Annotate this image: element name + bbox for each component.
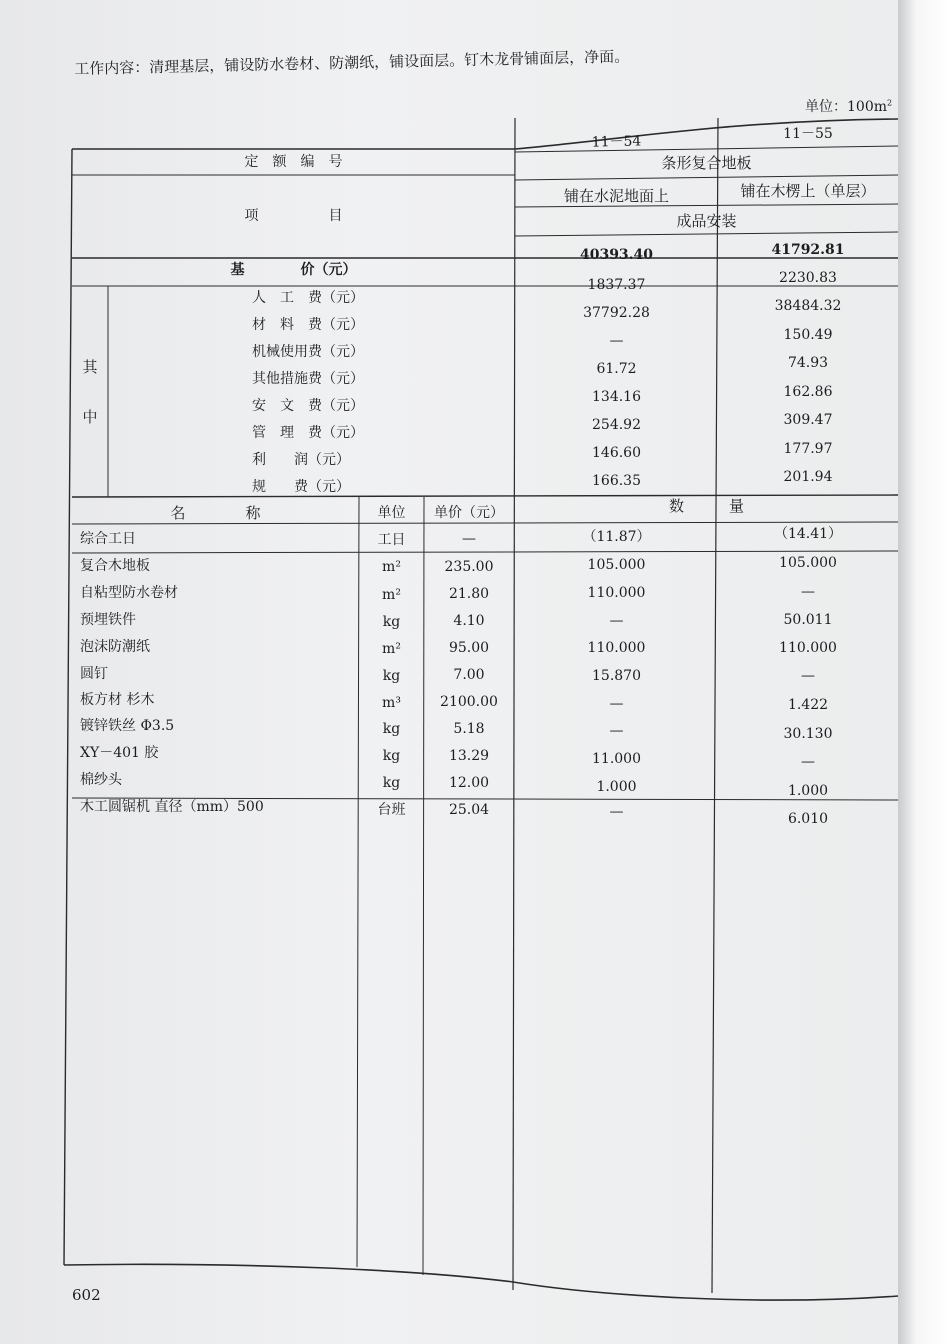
quota-code-2: 11－55 — [783, 126, 833, 142]
cost-row-name: 其他措施费（元） — [252, 371, 364, 387]
cost-row-value: 254.92 — [592, 417, 641, 433]
material-value: 105.000 — [587, 557, 646, 573]
cost-row-value: 177.97 — [783, 441, 833, 457]
material-name: 棉纱头 — [80, 772, 122, 788]
material-value: — — [609, 723, 624, 739]
base-price-1: 40393.40 — [579, 247, 654, 263]
material-value: 110.000 — [779, 640, 837, 656]
sub-item-2: 铺在木楞上（单层） — [740, 182, 876, 200]
cost-row-value: 309.47 — [783, 412, 833, 428]
material-unit: m² — [382, 587, 401, 603]
cost-row-name: 管 理 费（元） — [252, 425, 364, 441]
quota-code-1: 11－54 — [591, 133, 642, 151]
cost-row-value: 37792.28 — [583, 305, 650, 321]
cost-row-value: 201.94 — [783, 469, 833, 485]
material-name: 复合木地板 — [80, 558, 150, 574]
category-label: 条形复合地板 — [661, 154, 752, 172]
machine-row-price: 25.04 — [448, 802, 490, 818]
machine-row-unit: 台班 — [377, 802, 406, 818]
cost-row-value: 134.16 — [592, 389, 641, 405]
cost-group-label-1: 其 — [82, 358, 98, 376]
cost-row-name: 利 润（元） — [252, 452, 350, 468]
material-unit: m² — [382, 559, 401, 575]
material-value: 1.422 — [787, 697, 829, 713]
material-unit: kg — [382, 748, 401, 764]
quota-number-label: 定 额 编 号 — [244, 154, 343, 170]
column-header-name: 名 称 — [170, 504, 261, 522]
labor-row-price: — — [462, 531, 476, 547]
material-unit: kg — [382, 721, 401, 737]
material-value: 110.000 — [587, 585, 646, 601]
cost-row-name: 人 工 费（元） — [252, 290, 364, 306]
material-unit: kg — [382, 775, 401, 791]
material-name: 圆钉 — [80, 666, 108, 682]
material-price: 235.00 — [444, 559, 494, 575]
cost-row-value: 150.49 — [783, 327, 833, 343]
cost-group-label-2: 中 — [82, 408, 98, 426]
item-label: 项 目 — [244, 208, 343, 224]
material-price: 21.80 — [448, 586, 490, 602]
material-name: XY－401 胶 — [80, 745, 159, 761]
column-header-price: 单价（元） — [434, 505, 504, 521]
material-value: — — [801, 668, 815, 684]
material-unit: kg — [382, 614, 401, 630]
column-header-quantity: 数 量 — [668, 497, 744, 515]
material-unit: m² — [382, 641, 401, 657]
method-label: 成品安装 — [676, 212, 737, 230]
cost-row-name: 材 料 费（元） — [252, 317, 364, 333]
material-value: 1.000 — [787, 783, 829, 799]
cost-row-name: 机械使用费（元） — [252, 344, 364, 360]
cost-row-value: 2230.83 — [779, 270, 837, 286]
cost-row-value: 1837.37 — [587, 277, 646, 293]
material-value: 50.011 — [783, 612, 833, 628]
material-name: 预埋铁件 — [80, 612, 136, 628]
machine-row-name: 木工圆锯机 直径（mm）500 — [80, 799, 264, 815]
labor-row-name: 综合工日 — [80, 531, 136, 547]
labor-row-value: （14.41） — [773, 526, 843, 542]
material-price: 13.29 — [448, 748, 490, 764]
material-value: 15.870 — [592, 668, 641, 684]
material-value: 1.000 — [596, 779, 637, 795]
material-price: 95.00 — [448, 640, 490, 656]
cost-row-value: 38484.32 — [774, 298, 842, 314]
material-unit: m³ — [382, 695, 401, 711]
material-value: — — [801, 754, 815, 770]
work-content: 工作内容：清理基层，铺设防水卷材、防潮纸，铺设面层。钉木龙骨铺面层，净面。 — [74, 47, 630, 78]
material-value: — — [801, 584, 815, 600]
cost-row-value: 166.35 — [592, 473, 641, 489]
cost-row-value: — — [609, 333, 624, 349]
material-value: 30.130 — [783, 726, 833, 742]
labor-row-unit: 工日 — [377, 532, 406, 548]
material-unit: kg — [382, 668, 401, 684]
base-price-2: 41792.81 — [771, 242, 845, 258]
material-value: 110.000 — [587, 640, 646, 656]
cost-row-value: 162.86 — [783, 384, 833, 400]
material-name: 板方材 杉木 — [80, 692, 155, 708]
page-number: 602 — [72, 1286, 101, 1304]
column-header-unit: 单位 — [377, 505, 406, 521]
unit-label: 单位：$100m^2$ — [805, 98, 893, 115]
material-value: 11.000 — [592, 751, 641, 767]
material-price: 4.10 — [453, 613, 485, 629]
material-price: 5.18 — [453, 721, 485, 737]
machine-row-value: — — [609, 804, 624, 820]
material-name: 镀锌铁丝 Φ3.5 — [80, 718, 175, 734]
material-price: 7.00 — [453, 667, 485, 683]
material-price: 12.00 — [448, 775, 490, 791]
material-price: 2100.00 — [440, 694, 498, 710]
cost-row-value: 74.93 — [787, 355, 829, 371]
cost-row-value: 61.72 — [596, 361, 637, 377]
material-name: 自粘型防水卷材 — [80, 585, 178, 601]
sub-item-1: 铺在水泥地面上 — [563, 187, 669, 205]
cost-row-name: 规 费（元） — [252, 479, 350, 495]
cost-row-name: 安 文 费（元） — [252, 398, 364, 414]
machine-row-value: 6.010 — [787, 811, 829, 827]
material-value: — — [609, 613, 624, 629]
labor-row-value: （11.87） — [582, 529, 651, 545]
material-value: — — [609, 696, 624, 712]
material-value: 105.000 — [779, 555, 837, 571]
cost-row-value: 146.60 — [592, 445, 641, 461]
material-name: 泡沫防潮纸 — [80, 639, 150, 655]
base-price-label: 基 价（元） — [230, 262, 357, 278]
